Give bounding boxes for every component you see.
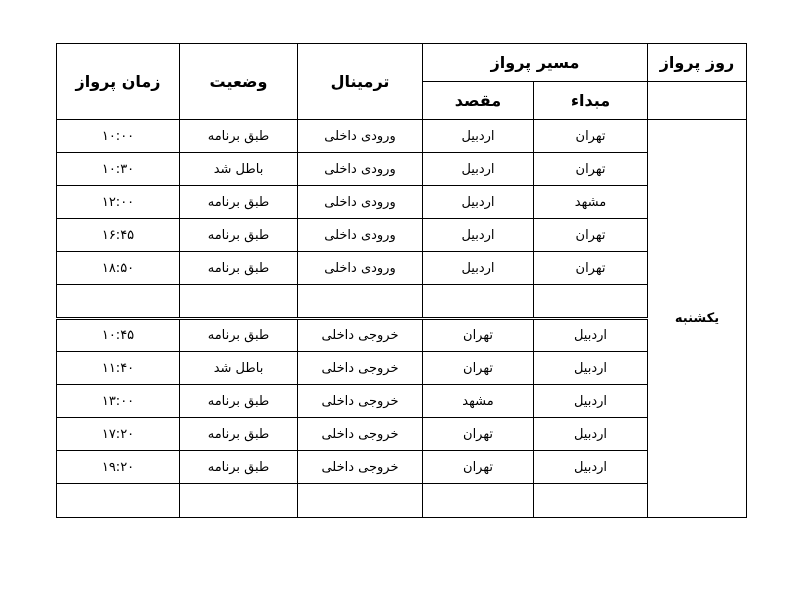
terminal-cell: خروجی داخلی	[298, 418, 423, 451]
destination-cell: اردبیل	[423, 153, 534, 186]
origin-cell: تهران	[534, 120, 648, 153]
header-route: مسیر پرواز	[423, 44, 648, 82]
terminal-cell: ورودی داخلی	[298, 219, 423, 252]
header-terminal: ترمینال	[298, 44, 423, 120]
table-row	[57, 186, 747, 219]
terminal-cell: خروجی داخلی	[298, 385, 423, 418]
destination-cell: اردبیل	[423, 186, 534, 219]
empty-row	[57, 484, 747, 518]
status-cell: طبق برنامه	[180, 120, 298, 153]
destination-cell: تهران	[423, 418, 534, 451]
status-cell: طبق برنامه	[180, 252, 298, 285]
terminal-cell: ورودی داخلی	[298, 186, 423, 219]
terminal-cell: خروجی داخلی	[298, 451, 423, 484]
empty-cell	[57, 484, 180, 518]
empty-row	[57, 285, 747, 319]
table-row	[57, 418, 747, 451]
destination-cell: اردبیل	[423, 219, 534, 252]
empty-cell	[423, 285, 534, 319]
status-cell: طبق برنامه	[180, 319, 298, 352]
origin-cell: اردبیل	[534, 385, 648, 418]
header-day-blank	[648, 82, 747, 120]
empty-cell	[57, 285, 180, 319]
table-row	[57, 319, 747, 352]
terminal-cell: خروجی داخلی	[298, 319, 423, 352]
empty-cell	[298, 285, 423, 319]
terminal-cell: ورودی داخلی	[298, 120, 423, 153]
origin-cell: مشهد	[534, 186, 648, 219]
terminal-cell: ورودی داخلی	[298, 153, 423, 186]
time-cell: ۱۷:۲۰	[57, 418, 180, 451]
header-day: روز پرواز	[648, 44, 747, 82]
status-cell: طبق برنامه	[180, 418, 298, 451]
time-cell: ۱۰:۴۵	[57, 319, 180, 352]
destination-cell: تهران	[423, 352, 534, 385]
table-row	[57, 451, 747, 484]
time-cell: ۱۶:۴۵	[57, 219, 180, 252]
status-cell: باطل شد	[180, 352, 298, 385]
empty-cell	[423, 484, 534, 518]
time-cell: ۱۰:۳۰	[57, 153, 180, 186]
table-row	[57, 153, 747, 186]
destination-cell: اردبیل	[423, 252, 534, 285]
header-row	[57, 44, 747, 82]
day-cell: یکشنبه	[648, 120, 747, 518]
time-cell: ۱۲:۰۰	[57, 186, 180, 219]
header-destination: مقصد	[423, 82, 534, 120]
table-row	[57, 352, 747, 385]
status-cell: طبق برنامه	[180, 451, 298, 484]
origin-cell: اردبیل	[534, 418, 648, 451]
header-origin: مبداء	[534, 82, 648, 120]
time-cell: ۱۱:۴۰	[57, 352, 180, 385]
status-cell: باطل شد	[180, 153, 298, 186]
origin-cell: اردبیل	[534, 352, 648, 385]
destination-cell: تهران	[423, 319, 534, 352]
time-cell: ۱۸:۵۰	[57, 252, 180, 285]
origin-cell: اردبیل	[534, 319, 648, 352]
origin-cell: تهران	[534, 153, 648, 186]
empty-cell	[534, 484, 648, 518]
origin-cell: تهران	[534, 252, 648, 285]
origin-cell: تهران	[534, 219, 648, 252]
flight-schedule-table	[56, 43, 747, 518]
terminal-cell: ورودی داخلی	[298, 252, 423, 285]
destination-cell: تهران	[423, 451, 534, 484]
time-cell: ۱۹:۲۰	[57, 451, 180, 484]
header-time: زمان پرواز	[57, 44, 180, 120]
status-cell: طبق برنامه	[180, 385, 298, 418]
table-row	[57, 120, 747, 153]
empty-cell	[180, 285, 298, 319]
terminal-cell: خروجی داخلی	[298, 352, 423, 385]
origin-cell: اردبیل	[534, 451, 648, 484]
destination-cell: مشهد	[423, 385, 534, 418]
time-cell: ۱۳:۰۰	[57, 385, 180, 418]
table-row	[57, 252, 747, 285]
empty-cell	[298, 484, 423, 518]
status-cell: طبق برنامه	[180, 219, 298, 252]
table-row	[57, 385, 747, 418]
empty-cell	[534, 285, 648, 319]
header-status: وضعیت	[180, 44, 298, 120]
destination-cell: اردبیل	[423, 120, 534, 153]
time-cell: ۱۰:۰۰	[57, 120, 180, 153]
status-cell: طبق برنامه	[180, 186, 298, 219]
empty-cell	[180, 484, 298, 518]
table-row	[57, 219, 747, 252]
